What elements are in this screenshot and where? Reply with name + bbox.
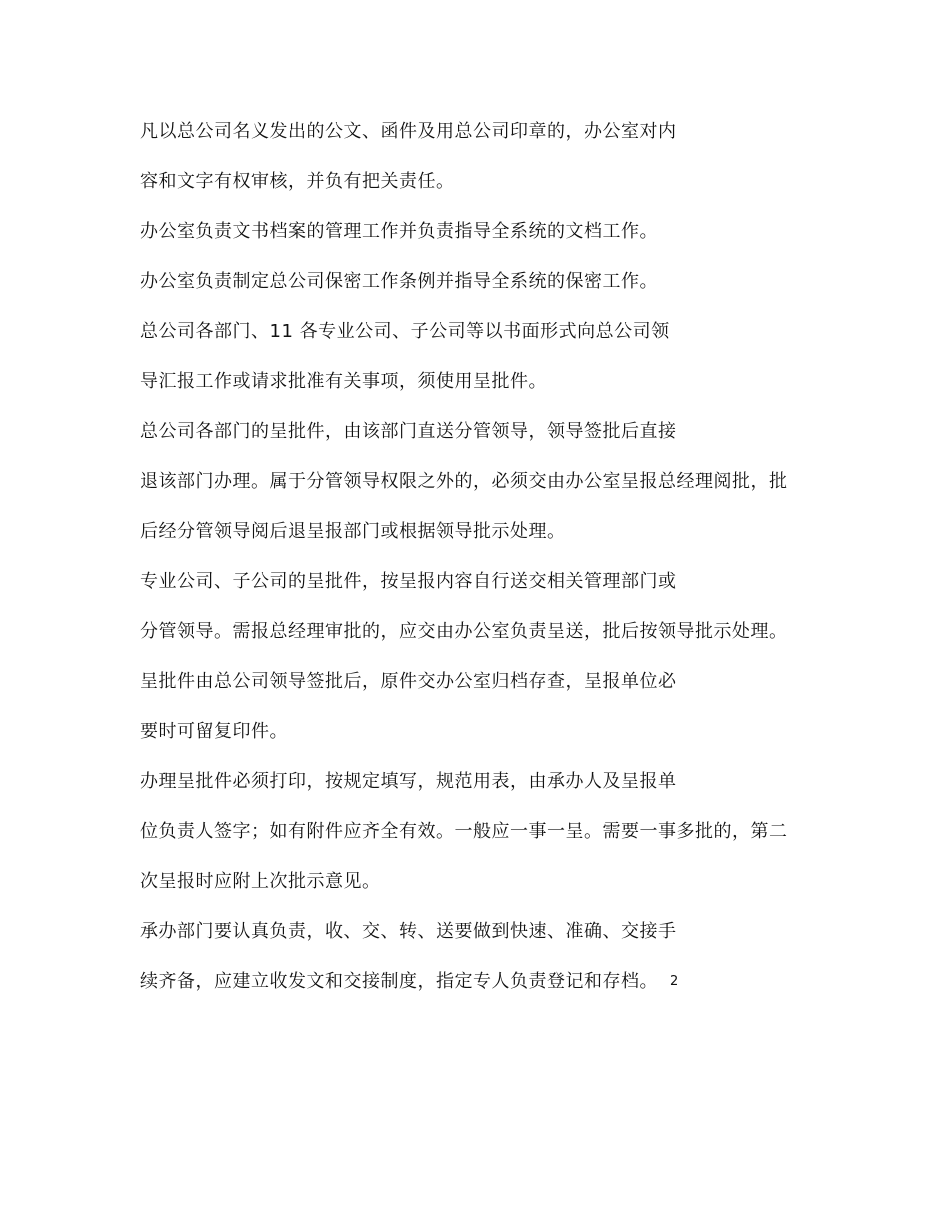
- text-line: 容和文字有权审核，并负有把关责任。: [140, 171, 455, 192]
- text-line: 总公司各部门、11 各专业公司、子公司等以书面形式向总公司领: [140, 321, 670, 342]
- text-line-content: 续齐备，应建立收发文和交接制度，指定专人负责登记和存档。: [140, 971, 658, 992]
- text-line: 导汇报工作或请求批准有关事项，须使用呈批件。: [140, 371, 547, 392]
- last-text-line: [140, 966, 840, 997]
- text-line: 呈批件由总公司领导签批后，原件交办公室归档存查，呈报单位必: [140, 671, 677, 692]
- page-number: 2: [670, 974, 679, 989]
- document-body: [140, 116, 840, 1016]
- text-line: 总公司各部门的呈批件，由该部门直送分管领导，领导签批后直接: [140, 421, 677, 442]
- text-line: 办理呈批件必须打印，按规定填写，规范用表，由承办人及呈报单: [140, 771, 677, 792]
- text-line: 分管领导。需报总经理审批的，应交由办公室负责呈送，批后按领导批示处理。: [140, 621, 788, 642]
- text-line: 凡以总公司名义发出的公文、函件及用总公司印章的，办公室对内: [140, 121, 677, 142]
- text-line: 办公室负责制定总公司保密工作条例并指导全系统的保密工作。: [140, 271, 658, 292]
- text-line: 专业公司、子公司的呈批件，按呈报内容自行送交相关管理部门或: [140, 571, 677, 592]
- text-line: 后经分管领导阅后退呈报部门或根据领导批示处理。: [140, 521, 566, 542]
- text-line: 退该部门办理。属于分管领导权限之外的，必须交由办公室呈报总经理阅批，批: [140, 471, 788, 492]
- text-line: 办公室负责文书档案的管理工作并负责指导全系统的文档工作。: [140, 221, 658, 242]
- text-line: 次呈报时应附上次批示意见。: [140, 871, 381, 892]
- text-line: 要时可留复印件。: [140, 721, 288, 742]
- text-line: 位负责人签字；如有附件应齐全有效。一般应一事一呈。需要一事多批的，第二: [140, 821, 788, 842]
- text-line: 承办部门要认真负责，收、交、转、送要做到快速、准确、交接手: [140, 921, 677, 942]
